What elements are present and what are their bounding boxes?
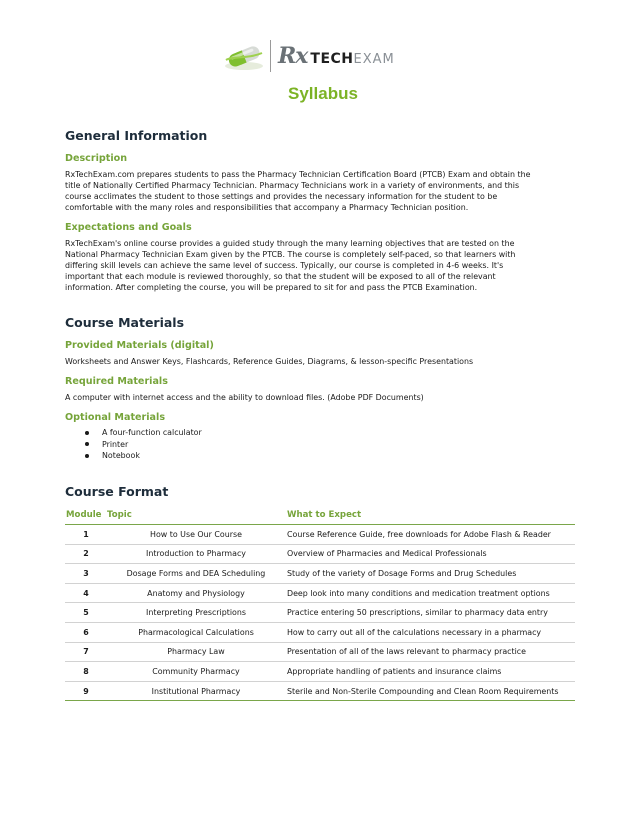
module-number: 8 bbox=[65, 662, 107, 682]
list-item-text: Printer bbox=[102, 439, 129, 449]
module-number: 3 bbox=[65, 564, 107, 584]
column-header-expect: What to Expect bbox=[285, 506, 575, 525]
module-expectation: Sterile and Non-Sterile Compounding and Clean Room Requirements bbox=[285, 681, 575, 701]
table-row bbox=[65, 564, 575, 584]
list-item bbox=[85, 439, 575, 451]
column-header-topic: Topic bbox=[107, 506, 285, 525]
table-row bbox=[65, 642, 575, 662]
table-row bbox=[65, 681, 575, 701]
module-number: 4 bbox=[65, 583, 107, 603]
module-expectation: Overview of Pharmacies and Medical Professionals bbox=[285, 544, 575, 564]
description-line: title of Nationally Certified Pharmacy Technician. Pharmacy Technicians work in a variety of environments, and this bbox=[65, 181, 520, 190]
module-expectation: Practice entering 50 prescriptions, similar to pharmacy data entry bbox=[285, 603, 575, 623]
description-line: comfortable with the many roles and responsibilities that accompany a Pharmacy Technician position. bbox=[65, 203, 469, 212]
section-heading-format: Course Format bbox=[65, 483, 169, 499]
table-row bbox=[65, 622, 575, 642]
subheading-required: Required Materials bbox=[65, 376, 168, 387]
subheading-optional: Optional Materials bbox=[65, 412, 166, 423]
module-expectation: Course Reference Guide, free downloads for Adobe Flash & Reader bbox=[285, 525, 575, 545]
bullet-icon bbox=[85, 442, 89, 446]
rxtechexam-logo bbox=[222, 36, 395, 76]
table-row bbox=[65, 583, 575, 603]
expectations-line: RxTechExam's online course provides a guided study through the many learning objectives that are tested on the bbox=[65, 239, 515, 248]
list-item bbox=[85, 450, 575, 462]
list-item bbox=[85, 427, 575, 439]
module-expectation: Study of the variety of Dosage Forms and Drug Schedules bbox=[285, 564, 575, 584]
logo-exam: EXAM bbox=[353, 52, 395, 67]
list-item-text: Notebook bbox=[102, 451, 140, 460]
description-line: course acclimates the student to those settings and provides the necessary information for the student to be bbox=[65, 192, 498, 201]
module-number: 6 bbox=[65, 622, 107, 642]
table-row bbox=[65, 662, 575, 682]
module-topic: Dosage Forms and DEA Scheduling bbox=[107, 564, 285, 584]
module-topic: Interpreting Prescriptions bbox=[107, 603, 285, 623]
module-topic: Anatomy and Physiology bbox=[107, 583, 285, 603]
module-topic: How to Use Our Course bbox=[107, 525, 285, 545]
provided-text: Worksheets and Answer Keys, Flashcards, Reference Guides, Diagrams, & lesson-specific Presentations bbox=[65, 357, 474, 366]
module-topic: Community Pharmacy bbox=[107, 662, 285, 682]
module-number: 1 bbox=[65, 525, 107, 545]
subheading-expectations: Expectations and Goals bbox=[65, 222, 192, 233]
logo-rx: Rx bbox=[278, 43, 308, 69]
table-row bbox=[65, 544, 575, 564]
pill-capsule-icon bbox=[222, 36, 266, 76]
description-text bbox=[65, 169, 575, 213]
module-topic: Pharmacy Law bbox=[107, 642, 285, 662]
logo-tech: TECH bbox=[310, 51, 354, 67]
description-line: RxTechExam.com prepares students to pass the Pharmacy Technician Certification Board (PTCB) Exam and obtain the bbox=[65, 170, 531, 179]
module-topic: Introduction to Pharmacy bbox=[107, 544, 285, 564]
module-number: 9 bbox=[65, 681, 107, 701]
module-topic: Institutional Pharmacy bbox=[107, 681, 285, 701]
module-expectation: Presentation of all of the laws relevant to pharmacy practice bbox=[285, 642, 575, 662]
module-number: 7 bbox=[65, 642, 107, 662]
subheading-provided: Provided Materials (digital) bbox=[65, 340, 214, 351]
expectations-line: information. After completing the course, you will be prepared to sit for and pass the PTCB Examination. bbox=[65, 283, 478, 292]
module-expectation: How to carry out all of the calculations necessary in a pharmacy bbox=[285, 622, 575, 642]
required-text: A computer with internet access and the ability to download files. (Adobe PDF Documents) bbox=[65, 393, 424, 402]
subheading-description: Description bbox=[65, 153, 128, 164]
section-heading-materials: Course Materials bbox=[65, 315, 185, 330]
table-row bbox=[65, 603, 575, 623]
logo-divider bbox=[270, 40, 271, 72]
course-format-table bbox=[65, 506, 575, 702]
expectations-line: important that each module is reviewed thoroughly, so that the student will be exposed to all of the relevant bbox=[65, 272, 496, 281]
module-expectation: Appropriate handling of patients and insurance claims bbox=[285, 662, 575, 682]
expectations-line: National Pharmacy Technician Exam given by the PTCB. The course is completely self-paced, so that learners with bbox=[65, 250, 516, 259]
expectations-text bbox=[65, 238, 575, 293]
module-expectation: Deep look into many conditions and medication treatment options bbox=[285, 583, 575, 603]
optional-materials-list bbox=[85, 427, 575, 462]
table-header-row bbox=[65, 506, 575, 525]
syllabus-content bbox=[65, 128, 575, 701]
bullet-icon bbox=[85, 431, 89, 435]
section-heading-general: General Information bbox=[65, 128, 208, 143]
expectations-line: differing skill levels can achieve the same level of success. Typically, our course is completed in 4-6 weeks. It's bbox=[65, 261, 504, 270]
module-number: 5 bbox=[65, 603, 107, 623]
bullet-icon bbox=[85, 454, 89, 458]
page-title: Syllabus bbox=[288, 84, 358, 103]
module-number: 2 bbox=[65, 544, 107, 564]
table-row bbox=[65, 525, 575, 545]
logo-wordmark bbox=[278, 43, 395, 69]
column-header-module: Module bbox=[65, 506, 107, 525]
list-item-text: A four-function calculator bbox=[102, 428, 202, 437]
module-topic: Pharmacological Calculations bbox=[107, 622, 285, 642]
